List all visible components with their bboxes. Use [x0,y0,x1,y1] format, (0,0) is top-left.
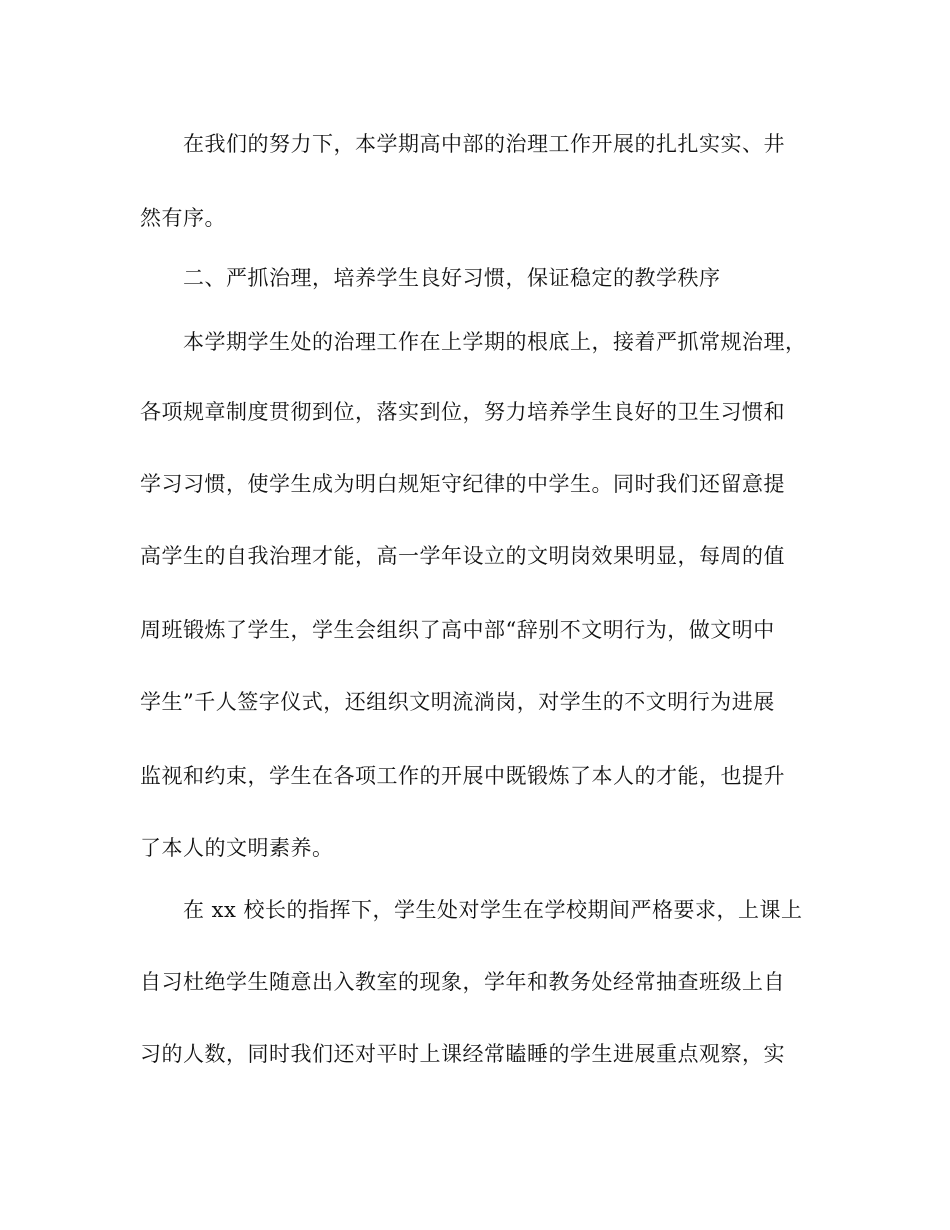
paragraph-2-line-3: 学习习惯，使学生成为明白规矩守纪律的中学生。同时我们还留意提 [140,472,785,496]
paragraph-2-line-7: 监视和约束，学生在各项工作的开展中既锻炼了本人的才能，也提升 [140,764,785,788]
paragraph-3-line-2: 自习杜绝学生随意出入教室的现象，学年和教务处经常抽查班级上自 [140,970,785,994]
paragraph-1-line-2: 然有序。 [140,206,226,230]
paragraph-2-line-4: 高学生的自我治理才能，高一学年设立的文明岗效果明显，每周的值 [140,544,785,568]
paragraph-3-line-1: 在 xx 校长的指挥下，学生处对学生在学校期间严格要求，上课上 [183,898,803,922]
paragraph-2-line-2: 各项规章制度贯彻到位，落实到位，努力培养学生良好的卫生习惯和 [140,400,785,424]
section-heading: 二、严抓治理，培养学生良好习惯，保证稳定的教学秩序 [183,266,721,290]
paragraph-1-line-1: 在我们的努力下，本学期高中部的治理工作开展的扎扎实实、井 [183,132,785,156]
paragraph-3-line-3: 习的人数，同时我们还对平时上课经常瞌睡的学生进展重点观察，实 [140,1042,785,1066]
paragraph-2-line-8: 了本人的文明素养。 [140,836,334,860]
paragraph-2-line-5: 周班锻炼了学生，学生会组织了高中部“辞别不文明行为，做文明中 [140,618,775,642]
paragraph-2-line-1: 本学期学生处的治理工作在上学期的根底上，接着严抓常规治理， [183,330,807,354]
paragraph-2-line-6: 学生”千人签字仪式，还组织文明流淌岗，对学生的不文明行为进展 [140,690,775,714]
